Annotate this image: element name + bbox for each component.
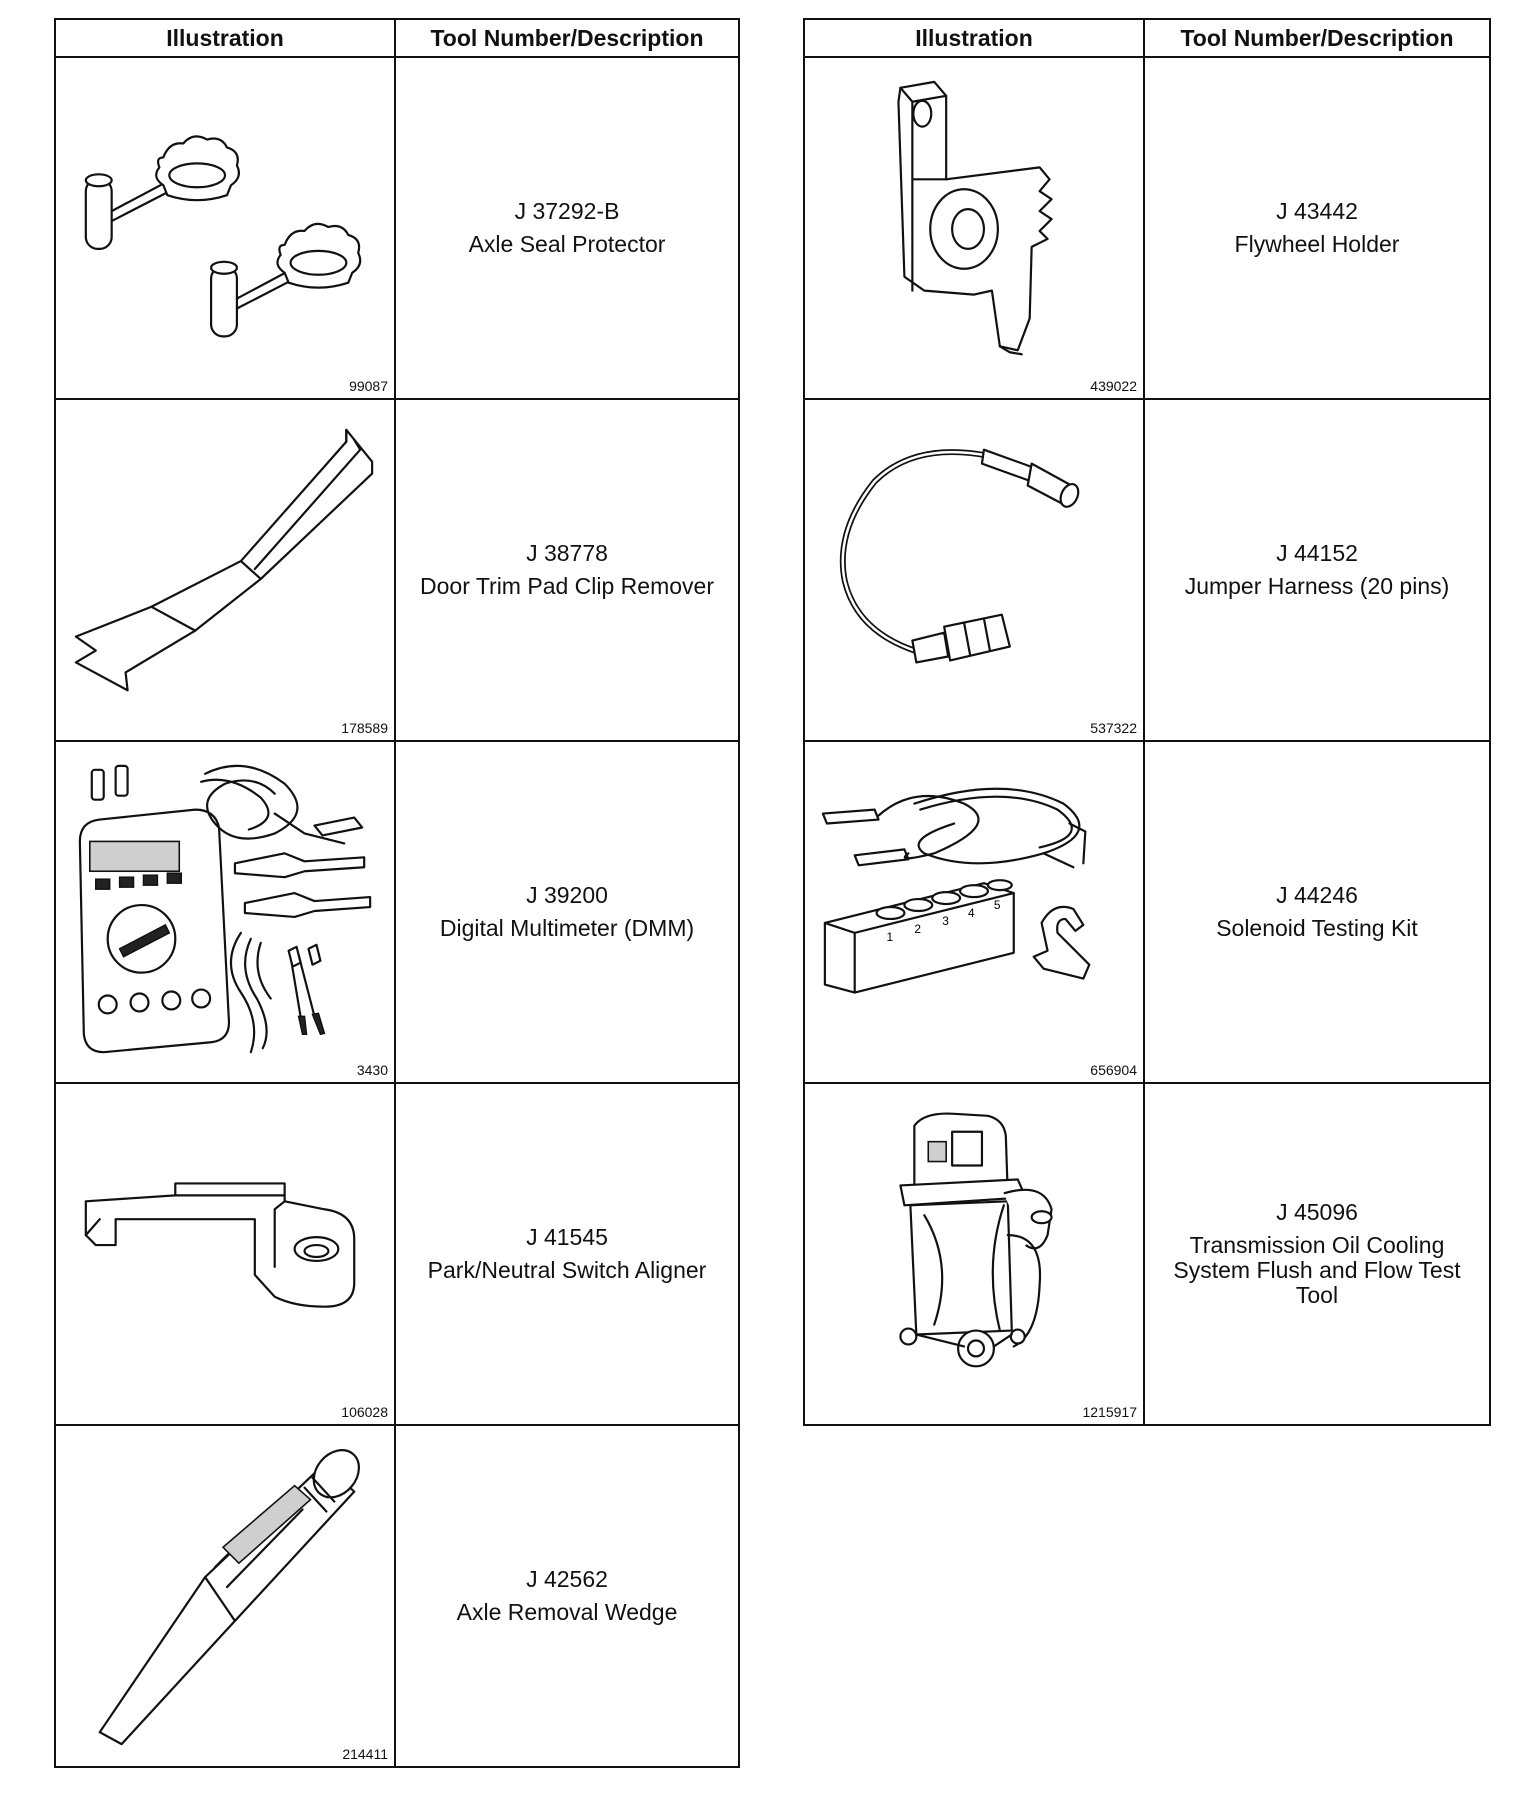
tool-description: Door Trim Pad Clip Remover [420, 573, 714, 599]
table-row [55, 741, 739, 1083]
tool-number: J 44152 [1276, 540, 1358, 566]
illustration-cell [55, 1083, 395, 1425]
solenoid-label: 2 [914, 921, 921, 936]
tool-description-cell [1144, 399, 1490, 741]
tool-table-left [54, 18, 740, 1768]
table-row [55, 57, 739, 399]
solenoid-testing-kit-icon [805, 743, 1143, 1081]
tool-description-cell [1144, 1083, 1490, 1425]
jumper-harness-icon [805, 401, 1143, 739]
flush-and-flow-test-tool-icon [805, 1085, 1143, 1423]
park-neutral-switch-aligner-icon [56, 1085, 394, 1423]
tool-description: Axle Removal Wedge [456, 1599, 678, 1625]
table-row [804, 1083, 1490, 1425]
tool-description: Transmission Oil Cooling System Flush and Flow Test Tool [1173, 1232, 1461, 1308]
illustration-cell [55, 741, 395, 1083]
tool-description-cell [395, 1083, 739, 1425]
tool-number: J 37292-B [514, 198, 620, 224]
figure-number: 1215917 [1082, 1404, 1137, 1420]
tool-description-cell [1144, 57, 1490, 399]
solenoid-label: 3 [942, 913, 949, 928]
figure-number: 537322 [1090, 720, 1137, 736]
illustration-cell [55, 57, 395, 399]
door-trim-pad-clip-remover-icon [56, 401, 394, 739]
tool-description-cell [395, 741, 739, 1083]
illustration-cell [55, 1425, 395, 1767]
figure-number: 99087 [349, 378, 388, 394]
tool-description: Digital Multimeter (DMM) [439, 915, 695, 941]
tool-header: Tool Number/Description [395, 19, 739, 57]
tool-description: Park/Neutral Switch Aligner [427, 1257, 707, 1283]
tool-number: J 45096 [1276, 1199, 1358, 1225]
table-row [804, 57, 1490, 399]
illustration-cell [804, 741, 1144, 1083]
tool-number: J 38778 [526, 540, 608, 566]
tool-description: Jumper Harness (20 pins) [1184, 573, 1450, 599]
tool-description: Flywheel Holder [1234, 231, 1400, 257]
tool-description-cell [1144, 741, 1490, 1083]
figure-number: 656904 [1090, 1062, 1137, 1078]
solenoid-label: 5 [993, 898, 1001, 913]
figure-number: 439022 [1090, 378, 1137, 394]
tool-number: J 41545 [526, 1224, 608, 1250]
tool-description-cell [395, 1425, 739, 1767]
figure-number: 106028 [341, 1404, 388, 1420]
solenoid-label: 4 [968, 905, 975, 920]
tool-number: J 42562 [526, 1566, 608, 1592]
table-row [55, 399, 739, 741]
tool-number: J 44246 [1276, 882, 1358, 908]
tool-description: Axle Seal Protector [468, 231, 666, 257]
tool-table-right [803, 18, 1491, 1426]
illustration-cell [804, 57, 1144, 399]
table-row [55, 1425, 739, 1767]
table-row [804, 399, 1490, 741]
table-header-row [804, 19, 1490, 57]
table-header-row [55, 19, 739, 57]
tool-number: J 43442 [1276, 198, 1358, 224]
solenoid-label: 1 [886, 929, 894, 944]
flywheel-holder-icon [805, 59, 1143, 397]
axle-removal-wedge-icon [56, 1427, 394, 1765]
illustration-header: Illustration [804, 19, 1144, 57]
figure-number: 214411 [342, 1746, 388, 1762]
tool-description-cell [395, 399, 739, 741]
tool-description-cell [395, 57, 739, 399]
illustration-cell [804, 399, 1144, 741]
axle-seal-protector-icon [56, 59, 394, 397]
tool-header: Tool Number/Description [1144, 19, 1490, 57]
illustration-cell [804, 1083, 1144, 1425]
figure-number: 3430 [356, 1062, 388, 1078]
table-row [55, 1083, 739, 1425]
table-row [804, 741, 1490, 1083]
tool-description: Solenoid Testing Kit [1216, 915, 1418, 941]
figure-number: 178589 [341, 720, 388, 736]
illustration-cell [55, 399, 395, 741]
digital-multimeter-icon [56, 743, 394, 1081]
tool-number: J 39200 [526, 882, 608, 908]
illustration-header: Illustration [55, 19, 395, 57]
